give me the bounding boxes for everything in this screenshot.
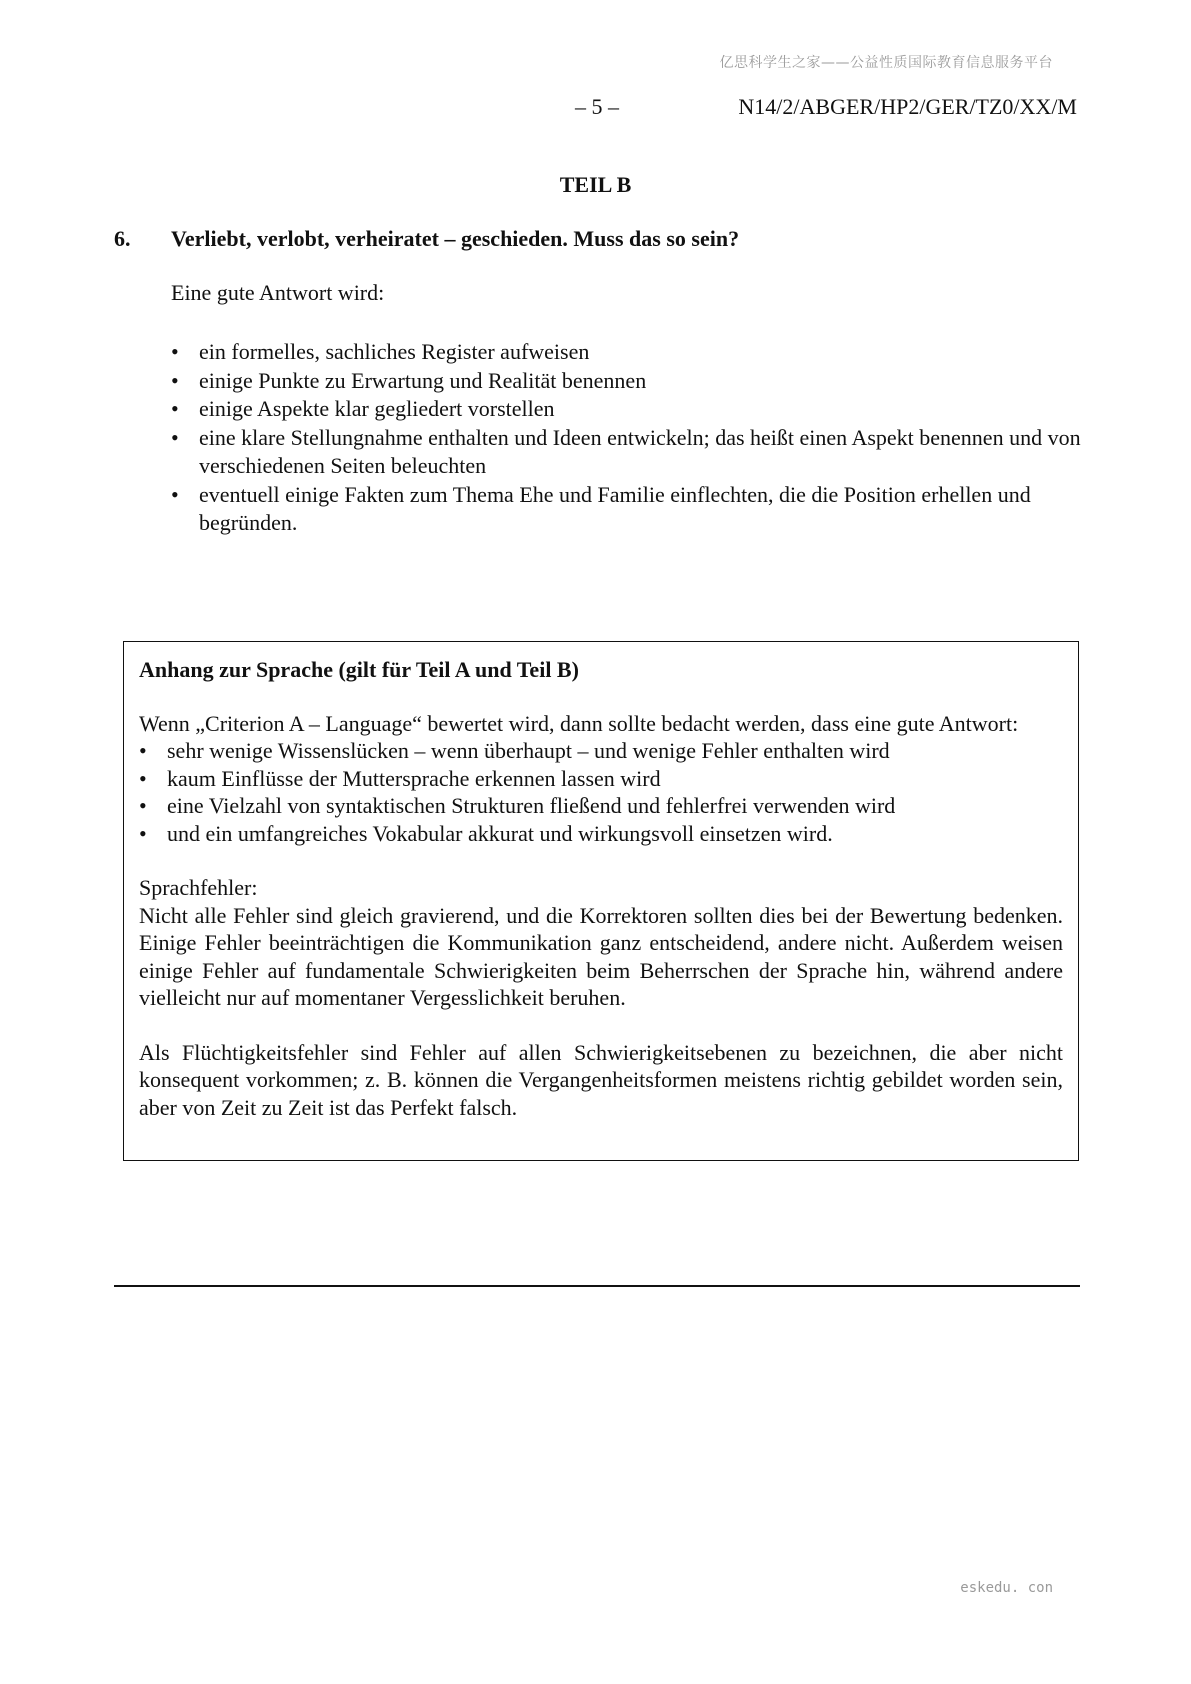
list-item — [171, 424, 1091, 481]
list-item-text: einige Punkte zu Erwartung und Realität benennen — [199, 367, 647, 393]
list-item-text: eine klare Stellungnahme enthalten und Ideen entwickeln; das heißt einen Aspekt benennen und von verschiedenen Seiten beleuchten — [199, 424, 1081, 478]
list-item-text: eventuell einige Fakten zum Thema Ehe und Familie einflechten, die die Position erhellen und begründen. — [199, 481, 1031, 535]
document-code: N14/2/ABGER/HP2/GER/TZ0/XX/M — [738, 94, 1077, 119]
criteria-list — [171, 338, 1091, 538]
bullet-icon: • — [139, 793, 147, 818]
bullet-icon: • — [139, 738, 147, 763]
bullet-icon: • — [171, 481, 179, 507]
watermark-bottom: eskedu. con — [960, 1580, 1053, 1596]
spacer — [139, 1012, 1063, 1039]
footer-rule — [114, 1285, 1080, 1287]
bullet-icon: • — [171, 424, 179, 450]
bullet-icon: • — [139, 765, 147, 791]
list-item-text: kaum Einflüsse der Muttersprache erkennen lassen wird — [167, 765, 661, 791]
list-item-text: ein formelles, sachliches Register aufweisen — [199, 339, 590, 364]
errors-paragraph: Nicht alle Fehler sind gleich gravierend, und die Korrektoren sollten dies bei der Bewertung bedenken. Einige Fehler beeinträchtigen die Kommunikation ganz entscheidend, andere nicht. Außerdem weisen einige Fehler auf fundamentale Schwierigkeiten beim Beherrschen der Sprache hin, während andere vielleicht nur auf momentaner Vergesslichkeit beruhen. — [139, 902, 1063, 1010]
answer-intro: Eine gute Antwort wird: — [171, 280, 385, 305]
language-annex-box — [123, 641, 1079, 1161]
list-item-text: sehr wenige Wissenslücken – wenn überhaupt – und wenige Fehler enthalten wird — [167, 738, 890, 763]
bullet-icon: • — [139, 820, 147, 846]
list-item — [171, 481, 1091, 538]
list-item-text: eine Vielzahl von syntaktischen Strukturen fließend und fehlerfrei verwenden wird — [167, 793, 896, 818]
annex-title: Anhang zur Sprache (gilt für Teil A und Teil B) — [139, 657, 579, 682]
page-header — [0, 94, 1191, 124]
question-text: Verliebt, verlobt, verheiratet – geschieden. Muss das so sein? — [171, 226, 740, 251]
question-number: 6. — [114, 226, 131, 251]
spacer — [139, 847, 1063, 874]
list-item-text: und ein umfangreiches Vokabular akkurat und wirkungsvoll einsetzen wird. — [167, 820, 833, 846]
list-item — [171, 367, 1091, 396]
list-item — [139, 765, 1063, 793]
list-item-text: einige Aspekte klar gegliedert vorstellen — [199, 396, 555, 421]
page-number: – 5 – — [575, 94, 619, 119]
question-heading — [114, 226, 1074, 252]
slips-paragraph: Als Flüchtigkeitsfehler sind Fehler auf allen Schwierigkeitsebenen zu bezeichnen, die aber nicht konsequent vorkommen; z. B. können die Vergangenheitsformen meistens richtig gebildet worden sein, aber von Zeit zu Zeit ist das Perfekt falsch. — [139, 1039, 1063, 1120]
bullet-icon: • — [171, 339, 179, 364]
list-item — [139, 737, 1063, 765]
list-item — [139, 792, 1063, 820]
list-item — [171, 395, 1091, 424]
watermark-top: 亿思科学生之家——公益性质国际教育信息服务平台 — [719, 55, 1053, 71]
list-item — [139, 820, 1063, 848]
errors-heading: Sprachfehler: — [139, 875, 258, 900]
section-title: TEIL B — [559, 172, 632, 197]
list-item — [171, 338, 1091, 367]
bullet-icon: • — [171, 367, 179, 393]
annex-list — [139, 737, 1063, 847]
annex-intro: Wenn „Criterion A – Language“ bewertet wird, dann sollte bedacht werden, dass eine gute Antwort: — [139, 710, 1019, 736]
bullet-icon: • — [171, 396, 179, 421]
